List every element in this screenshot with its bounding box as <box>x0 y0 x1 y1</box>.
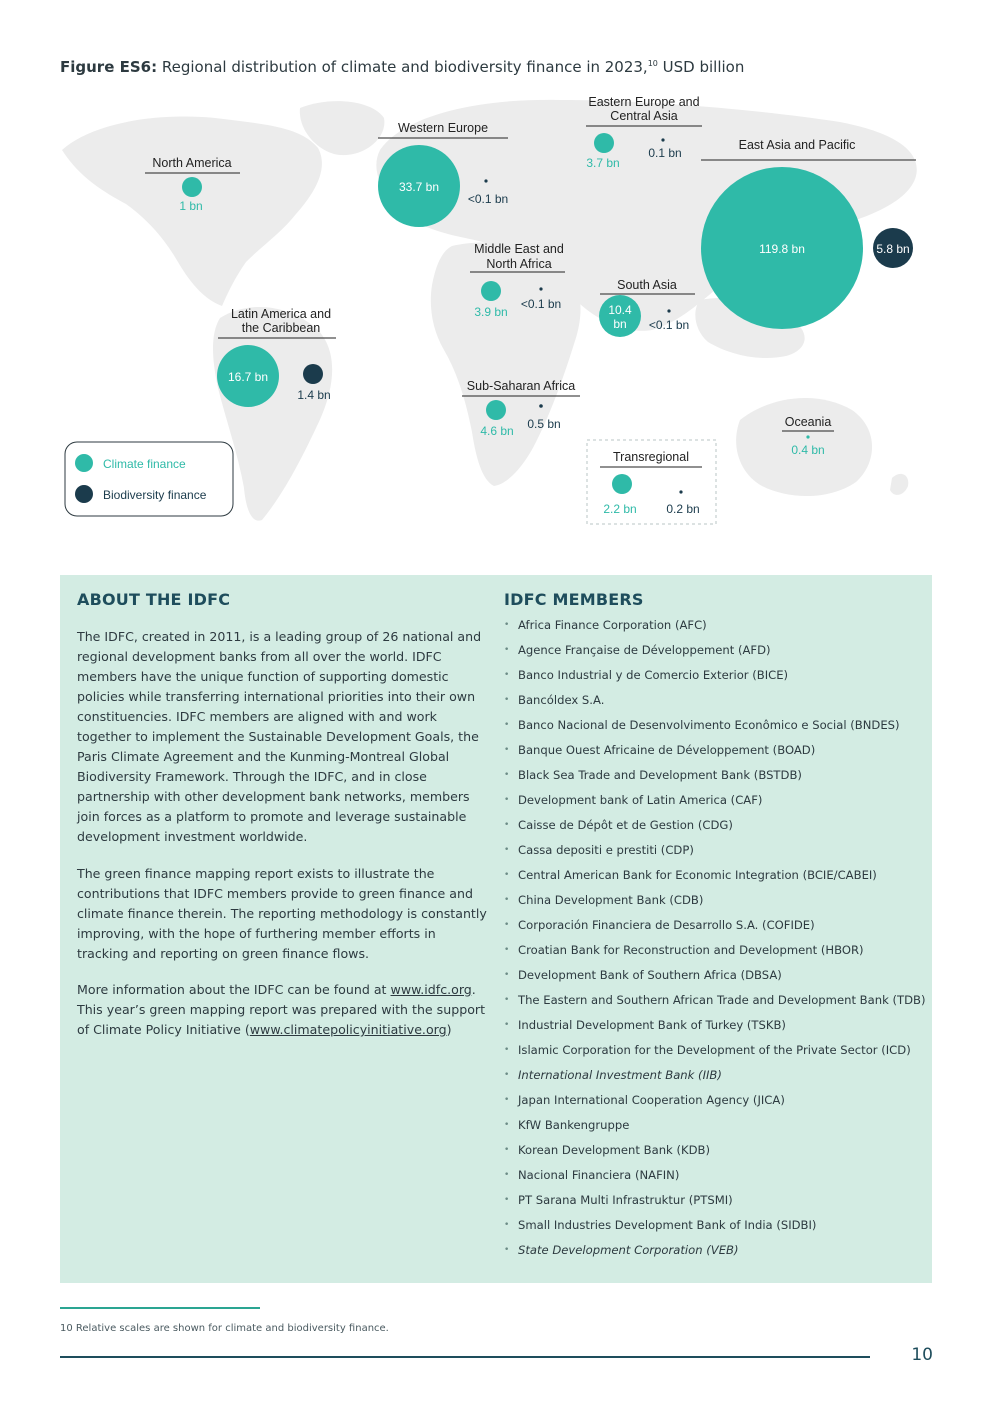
legend-climate-label: Climate finance <box>103 457 186 471</box>
member-item: • The Eastern and Southern African Trade and Development Bank (TDB) <box>504 991 924 1016</box>
biodiversity-value: <0.1 bn <box>520 297 562 311</box>
member-item: • Caisse de Dépôt et de Gestion (CDG) <box>504 816 924 841</box>
climate-bubble <box>481 281 501 301</box>
climate-value: 119.8 bn <box>759 242 805 256</box>
idfc-link[interactable]: www.idfc.org <box>390 982 472 997</box>
biodiversity-value: <0.1 bn <box>648 318 690 332</box>
member-item: • Africa Finance Corporation (AFC) <box>504 616 924 641</box>
legend-climate-swatch <box>75 454 93 472</box>
region-name: Sub-Saharan Africa <box>466 379 576 393</box>
biodiversity-value: 5.8 bn <box>876 242 910 256</box>
region-name: South Asia <box>617 278 677 292</box>
climate-value-line2: bn <box>613 317 627 331</box>
biodiversity-bubble <box>667 309 670 312</box>
region-name: Oceania <box>784 415 832 429</box>
climate-value-line1: 10.4 <box>608 303 632 317</box>
region-name-line2: the Caribbean <box>241 321 321 335</box>
members-heading: IDFC MEMBERS <box>504 590 644 609</box>
biodiversity-value: 0.5 bn <box>527 417 561 431</box>
member-item: • Islamic Corporation for the Development of the Private Sector (ICD) <box>504 1041 924 1066</box>
climate-bubble <box>594 133 614 153</box>
about-p3-text-a: More information about the IDFC can be found at <box>77 982 391 997</box>
biodiversity-value: 1.4 bn <box>297 388 331 402</box>
climate-value: 33.7 bn <box>398 180 440 194</box>
about-heading: ABOUT THE IDFC <box>77 590 231 609</box>
world-map <box>0 0 992 560</box>
region-transregional <box>587 440 716 524</box>
member-item: • Croatian Bank for Reconstruction and Development (HBOR) <box>504 941 924 966</box>
figure-title-text: Regional distribution of climate and biodiversity finance in 2023, <box>161 58 648 76</box>
region-name-line2: Central Asia <box>610 109 678 123</box>
member-item: • Industrial Development Bank of Turkey (TSKB) <box>504 1016 924 1041</box>
biodiversity-bubble <box>539 404 543 408</box>
region-name: Transregional <box>613 450 689 464</box>
climate-bubble <box>486 400 506 420</box>
about-paragraph-3 <box>77 980 489 1040</box>
footnote-rule <box>60 1307 260 1309</box>
climate-value: 1 bn <box>179 199 203 213</box>
biodiversity-bubble <box>303 364 323 384</box>
member-item: • State Development Corporation (VEB) <box>504 1241 924 1266</box>
biodiversity-bubble <box>661 138 664 141</box>
region-name-line1: Latin America and <box>230 307 332 321</box>
climate-bubble <box>806 435 809 438</box>
region-name: North America <box>152 156 232 170</box>
members-list <box>504 616 924 1266</box>
biodiversity-value: 0.2 bn <box>666 502 700 516</box>
region-name-line2: North Africa <box>486 257 552 271</box>
member-item: • Central American Bank for Economic Integration (BCIE/CABEI) <box>504 866 924 891</box>
footnote: 10 Relative scales are shown for climate and biodiversity finance. <box>60 1323 389 1334</box>
member-item: • KfW Bankengruppe <box>504 1116 924 1141</box>
member-item: • Development bank of Latin America (CAF) <box>504 791 924 816</box>
legend-biodiversity-label: Biodiversity finance <box>103 488 207 502</box>
legend-box <box>65 442 233 516</box>
climate-value: 0.4 bn <box>791 443 825 457</box>
member-item: • Japan International Cooperation Agency (JICA) <box>504 1091 924 1116</box>
about-p3-text-c: ) <box>446 1022 452 1037</box>
biodiversity-bubble <box>539 287 542 290</box>
climate-bubble <box>182 177 202 197</box>
member-item: • Banco Nacional de Desenvolvimento Econômico e Social (BNDES) <box>504 716 924 741</box>
climate-value: 2.2 bn <box>603 502 637 516</box>
about-panel <box>60 575 932 1283</box>
member-item: • Agence Française de Développement (AFD) <box>504 641 924 666</box>
figure-label: Figure ES6: <box>60 58 158 76</box>
climate-value: 4.6 bn <box>480 424 514 438</box>
biodiversity-value: <0.1 bn <box>467 192 509 206</box>
member-item: • Cassa depositi e prestiti (CDP) <box>504 841 924 866</box>
region-name-line1: Eastern Europe and <box>588 95 700 109</box>
member-item: • Korean Development Bank (KDB) <box>504 1141 924 1166</box>
legend-biodiversity-swatch <box>75 485 93 503</box>
region-name: East Asia and Pacific <box>738 138 856 152</box>
member-item: • Development Bank of Southern Africa (DBSA) <box>504 966 924 991</box>
bottom-rule <box>60 1356 870 1358</box>
member-item: • Nacional Financiera (NAFIN) <box>504 1166 924 1191</box>
biodiversity-bubble <box>679 490 682 493</box>
cpi-link[interactable]: www.climatepolicyinitiative.org <box>249 1022 447 1037</box>
landmass-africa <box>431 243 581 486</box>
about-p3-text-b: . This year’s green mapping report was prepared with the support of Climate Policy Initiative ( <box>77 982 486 1037</box>
region-name: Western Europe <box>397 121 489 135</box>
member-item: • PT Sarana Multi Infrastruktur (PTSMI) <box>504 1191 924 1216</box>
climate-value: 3.7 bn <box>586 156 620 170</box>
member-item: • Black Sea Trade and Development Bank (BSTDB) <box>504 766 924 791</box>
member-item: • Banco Industrial y de Comercio Exterior (BICE) <box>504 666 924 691</box>
climate-bubble <box>612 474 632 494</box>
member-item: • China Development Bank (CDB) <box>504 891 924 916</box>
climate-value: 16.7 bn <box>227 370 269 384</box>
member-item: • Small Industries Development Bank of India (SIDBI) <box>504 1216 924 1241</box>
region-name-line1: Middle East and <box>474 242 564 256</box>
about-paragraph-1: The IDFC, created in 2011, is a leading group of 26 national and regional development banks from all over the world. IDFC members have the unique function of supporting domestic policies while transferring international priorities into their own constituencies. IDFC members are aligned with and work together to implement the Sustainable Development Goals, the Paris Climate Agreement and the Kunming-Montreal Global Biodiversity Framework. Through the IDFC, and in close partnership with other development bank networks, members join forces as a platform to promote and leverage sustainable development investment worldwide. <box>77 629 482 844</box>
climate-value: 3.9 bn <box>474 305 508 319</box>
member-item: • Corporación Financiera de Desarrollo S.A. (COFIDE) <box>504 916 924 941</box>
figure-unit: USD billion <box>662 58 745 76</box>
page-number: 10 <box>911 1345 933 1365</box>
about-paragraph-2: The green finance mapping report exists to illustrate the contributions that IDFC members provide to green finance and climate finance therein. The reporting methodology is constantly improving, with the hope of furthering member efforts in tracking and reporting on green finance flows. <box>77 866 487 961</box>
member-item: • International Investment Bank (IIB) <box>504 1066 924 1091</box>
footnote-ref: 10 <box>647 59 658 68</box>
member-item: • Bancóldex S.A. <box>504 691 924 716</box>
biodiversity-value: 0.1 bn <box>648 146 682 160</box>
member-item: • Banque Ouest Africaine de Développement (BOAD) <box>504 741 924 766</box>
legend <box>65 442 233 516</box>
biodiversity-bubble <box>484 179 487 182</box>
landmass-new-zealand <box>890 474 908 495</box>
